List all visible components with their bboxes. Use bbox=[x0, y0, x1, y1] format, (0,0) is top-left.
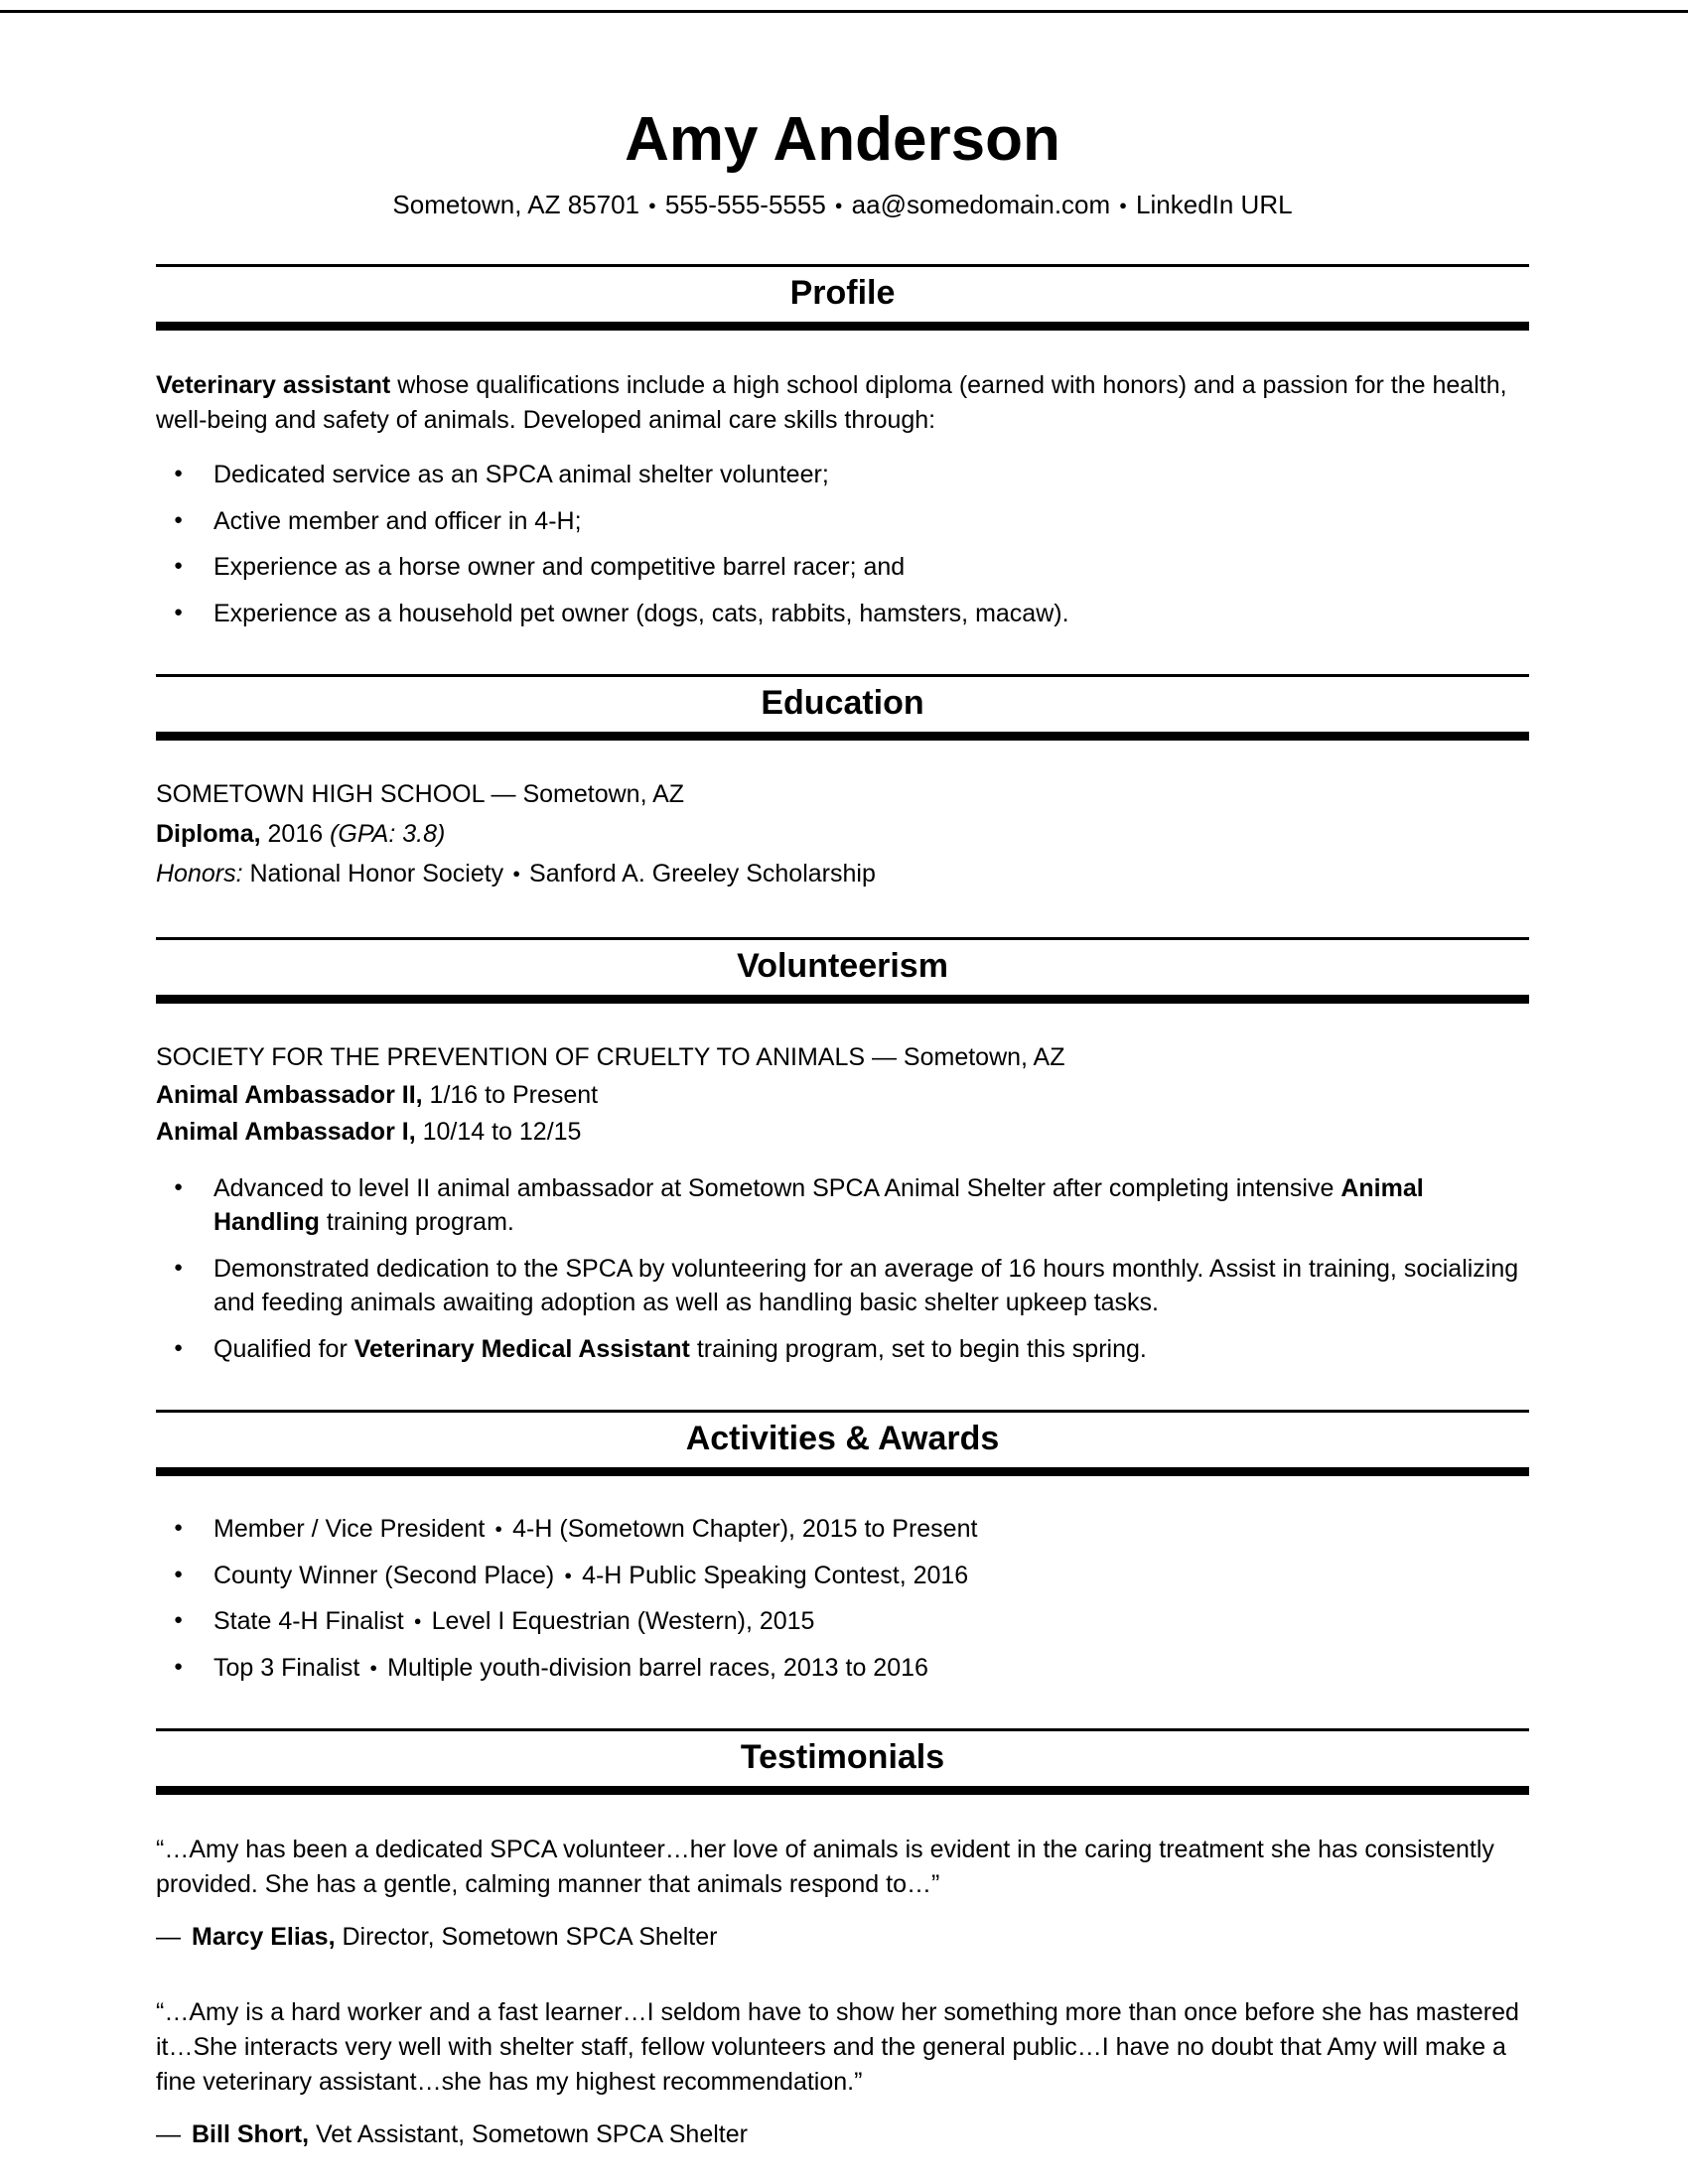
list-item bbox=[156, 458, 1529, 492]
bullet-text bbox=[213, 1654, 928, 1682]
education-block bbox=[156, 774, 1529, 893]
text-run: 10/14 to 12/15 bbox=[415, 1118, 582, 1147]
bullet-icon: ● bbox=[174, 1611, 184, 1629]
text-run: whose qualifications include a high school diploma (earned with honors) and a passion for the health, well-being and safety of animals. Developed animal care skills through: bbox=[156, 371, 1507, 435]
divider-thin bbox=[156, 1410, 1529, 1413]
text-run: training program. bbox=[319, 1208, 514, 1237]
text-run-bold: Diploma, bbox=[156, 820, 261, 849]
volunteerism-role-line bbox=[156, 1114, 1529, 1152]
bullet-icon: ● bbox=[174, 1657, 184, 1675]
dot-separator-icon: ● bbox=[369, 1659, 378, 1675]
list-item bbox=[156, 1559, 1529, 1593]
text-run: Multiple youth-division barrel races, 2013 to 2016 bbox=[387, 1653, 928, 1682]
contact-location: Sometown, AZ 85701 bbox=[392, 190, 640, 220]
volunteerism-org-line: SOCIETY FOR THE PREVENTION OF CRUELTY TO ANIMALS — Sometown, AZ bbox=[156, 1043, 1065, 1072]
text-run: 4-H (Sometown Chapter), 2015 to Present bbox=[512, 1515, 978, 1544]
text-run: Advanced to level II animal ambassador at Sometown SPCA Animal Shelter after completing intensive bbox=[213, 1173, 1341, 1202]
section-title-profile: Profile bbox=[789, 274, 896, 313]
text-run: 2016 bbox=[260, 820, 331, 849]
section-heading-education bbox=[156, 674, 1529, 741]
text-run: Member / Vice President bbox=[213, 1515, 486, 1544]
dot-separator-icon: ● bbox=[494, 1521, 503, 1537]
section-heading-activities bbox=[156, 1410, 1529, 1476]
text-run-italic: Honors: bbox=[156, 860, 243, 888]
dot-separator-icon: ● bbox=[512, 866, 521, 882]
bullet-icon: ● bbox=[174, 1338, 184, 1356]
testimonial-author: Bill Short, bbox=[192, 2120, 310, 2149]
divider-thick bbox=[156, 1786, 1529, 1795]
dot-separator-icon: ● bbox=[564, 1567, 573, 1582]
section-volunteerism bbox=[156, 937, 1529, 1366]
bullet-text: Dedicated service as an SPCA animal shelter volunteer; bbox=[213, 461, 829, 489]
education-degree-line bbox=[156, 814, 1529, 854]
text-run-bold: Veterinary Medical Assistant bbox=[353, 1334, 690, 1363]
bullet-icon: ● bbox=[174, 557, 184, 575]
bullet-text bbox=[213, 1562, 968, 1589]
text-run-bold: Animal Ambassador II, bbox=[156, 1080, 423, 1109]
divider-thick bbox=[156, 1467, 1529, 1476]
education-honors-line bbox=[156, 854, 1529, 893]
text-run: State 4-H Finalist bbox=[213, 1607, 404, 1636]
list-item bbox=[156, 1604, 1529, 1639]
section-testimonials bbox=[156, 1728, 1529, 2149]
divider-thin bbox=[156, 1728, 1529, 1731]
section-education bbox=[156, 674, 1529, 893]
section-title-volunteerism: Volunteerism bbox=[737, 947, 948, 986]
section-title-activities: Activities & Awards bbox=[685, 1420, 1000, 1458]
volunteerism-org-block bbox=[156, 1039, 1529, 1152]
divider-thin bbox=[156, 937, 1529, 940]
bullet-text bbox=[213, 1174, 1424, 1237]
text-run: Level I Equestrian (Western), 2015 bbox=[431, 1607, 815, 1636]
profile-bullet-list bbox=[156, 458, 1529, 630]
text-run: Sanford A. Greeley Scholarship bbox=[529, 860, 876, 888]
activities-bullet-list bbox=[156, 1512, 1529, 1685]
text-run: 4-H Public Speaking Contest, 2016 bbox=[582, 1561, 969, 1589]
section-activities-awards bbox=[156, 1410, 1529, 1685]
bullet-icon: ● bbox=[174, 1519, 184, 1537]
education-school-line: SOMETOWN HIGH SCHOOL — Sometown, AZ bbox=[156, 780, 685, 809]
section-heading-profile bbox=[156, 264, 1529, 331]
text-run-bold: Animal Ambassador I, bbox=[156, 1118, 416, 1147]
list-item bbox=[156, 504, 1529, 539]
text-run: training program, set to begin this spring. bbox=[689, 1334, 1147, 1363]
volunteerism-bullet-list bbox=[156, 1171, 1529, 1367]
bullet-icon: ● bbox=[174, 1258, 184, 1276]
text-run: 1/16 to Present bbox=[422, 1080, 599, 1109]
bullet-text bbox=[213, 1255, 1518, 1317]
section-heading-volunteerism bbox=[156, 937, 1529, 1004]
list-item bbox=[156, 597, 1529, 631]
candidate-name: Amy Anderson bbox=[625, 105, 1060, 174]
list-item bbox=[156, 550, 1529, 585]
contact-email: aa@somedomain.com bbox=[851, 190, 1111, 220]
contact-line bbox=[156, 190, 1529, 220]
divider-thick bbox=[156, 322, 1529, 331]
bullet-text: Experience as a household pet owner (dogs, cats, rabbits, hamsters, macaw). bbox=[213, 599, 1069, 627]
text-run: County Winner (Second Place) bbox=[213, 1561, 555, 1589]
section-profile bbox=[156, 264, 1529, 630]
text-run: Qualified for bbox=[213, 1334, 354, 1363]
divider-thin bbox=[156, 264, 1529, 267]
list-item bbox=[156, 1512, 1529, 1547]
text-run-italic: (GPA: 3.8) bbox=[330, 820, 446, 849]
section-title-testimonials: Testimonials bbox=[740, 1738, 945, 1777]
dot-separator-icon: ● bbox=[413, 1613, 422, 1629]
text-run: Top 3 Finalist bbox=[213, 1653, 360, 1682]
bullet-text: Active member and officer in 4-H; bbox=[213, 506, 582, 535]
bullet-text: Experience as a horse owner and competitive barrel racer; and bbox=[213, 553, 906, 582]
volunteerism-role-line bbox=[156, 1077, 1529, 1115]
section-title-education: Education bbox=[761, 684, 924, 723]
contact-phone: 555-555-5555 bbox=[664, 190, 826, 220]
page-top-border bbox=[0, 10, 1688, 13]
dot-separator-icon: ● bbox=[1119, 198, 1128, 213]
dot-separator-icon: ● bbox=[648, 198, 656, 213]
text-run-bold: Animal Handling bbox=[213, 1173, 1424, 1237]
dot-separator-icon: ● bbox=[834, 198, 843, 213]
testimonial-attribution bbox=[156, 1923, 1529, 1952]
divider-thick bbox=[156, 995, 1529, 1004]
list-item bbox=[156, 1252, 1529, 1320]
testimonial-attribution bbox=[156, 2120, 1529, 2149]
bullet-icon: ● bbox=[174, 1565, 184, 1582]
testimonial-quote: “…Amy has been a dedicated SPCA volunteer…her love of animals is evident in the caring treatment she has consistently provided. She has a gentle, calming manner that animals respond to…” bbox=[156, 1836, 1494, 1899]
resume-header bbox=[156, 105, 1529, 220]
em-dash: — bbox=[156, 2120, 181, 2149]
list-item bbox=[156, 1651, 1529, 1686]
divider-thick bbox=[156, 732, 1529, 741]
text-run-bold: Veterinary assistant bbox=[156, 371, 391, 400]
divider-thin bbox=[156, 674, 1529, 677]
testimonial-quote: “…Amy is a hard worker and a fast learner…I seldom have to show her something more than once before she has mastered it…She interacts very well with shelter staff, fellow volunteers and the general public…I have no doubt that Amy will make a fine veterinary assistant…she has my highest recommendation.” bbox=[156, 1998, 1519, 2097]
bullet-icon: ● bbox=[174, 603, 184, 620]
em-dash: — bbox=[156, 1923, 181, 1952]
text-run: Demonstrated dedication to the SPCA by volunteering for an average of 16 hours monthly. Assist in training, socializing and feeding animals awaiting adoption as well as handling basic shelter upkeep tasks. bbox=[213, 1254, 1519, 1317]
list-item bbox=[156, 1171, 1529, 1240]
bullet-text bbox=[213, 1335, 1147, 1363]
bullet-text bbox=[213, 1607, 814, 1635]
list-item bbox=[156, 1332, 1529, 1367]
bullet-icon: ● bbox=[174, 465, 184, 482]
section-heading-testimonials bbox=[156, 1728, 1529, 1795]
text-run: National Honor Society bbox=[242, 860, 504, 888]
testimonial-author-role: Vet Assistant, Sometown SPCA Shelter bbox=[309, 2120, 748, 2149]
contact-linkedin: LinkedIn URL bbox=[1136, 190, 1293, 220]
bullet-icon: ● bbox=[174, 510, 184, 528]
testimonial-author: Marcy Elias, bbox=[192, 1923, 336, 1952]
bullet-text bbox=[213, 1515, 977, 1543]
testimonial-author-role: Director, Sometown SPCA Shelter bbox=[335, 1923, 718, 1952]
profile-summary bbox=[156, 368, 1529, 438]
bullet-icon: ● bbox=[174, 1177, 184, 1195]
